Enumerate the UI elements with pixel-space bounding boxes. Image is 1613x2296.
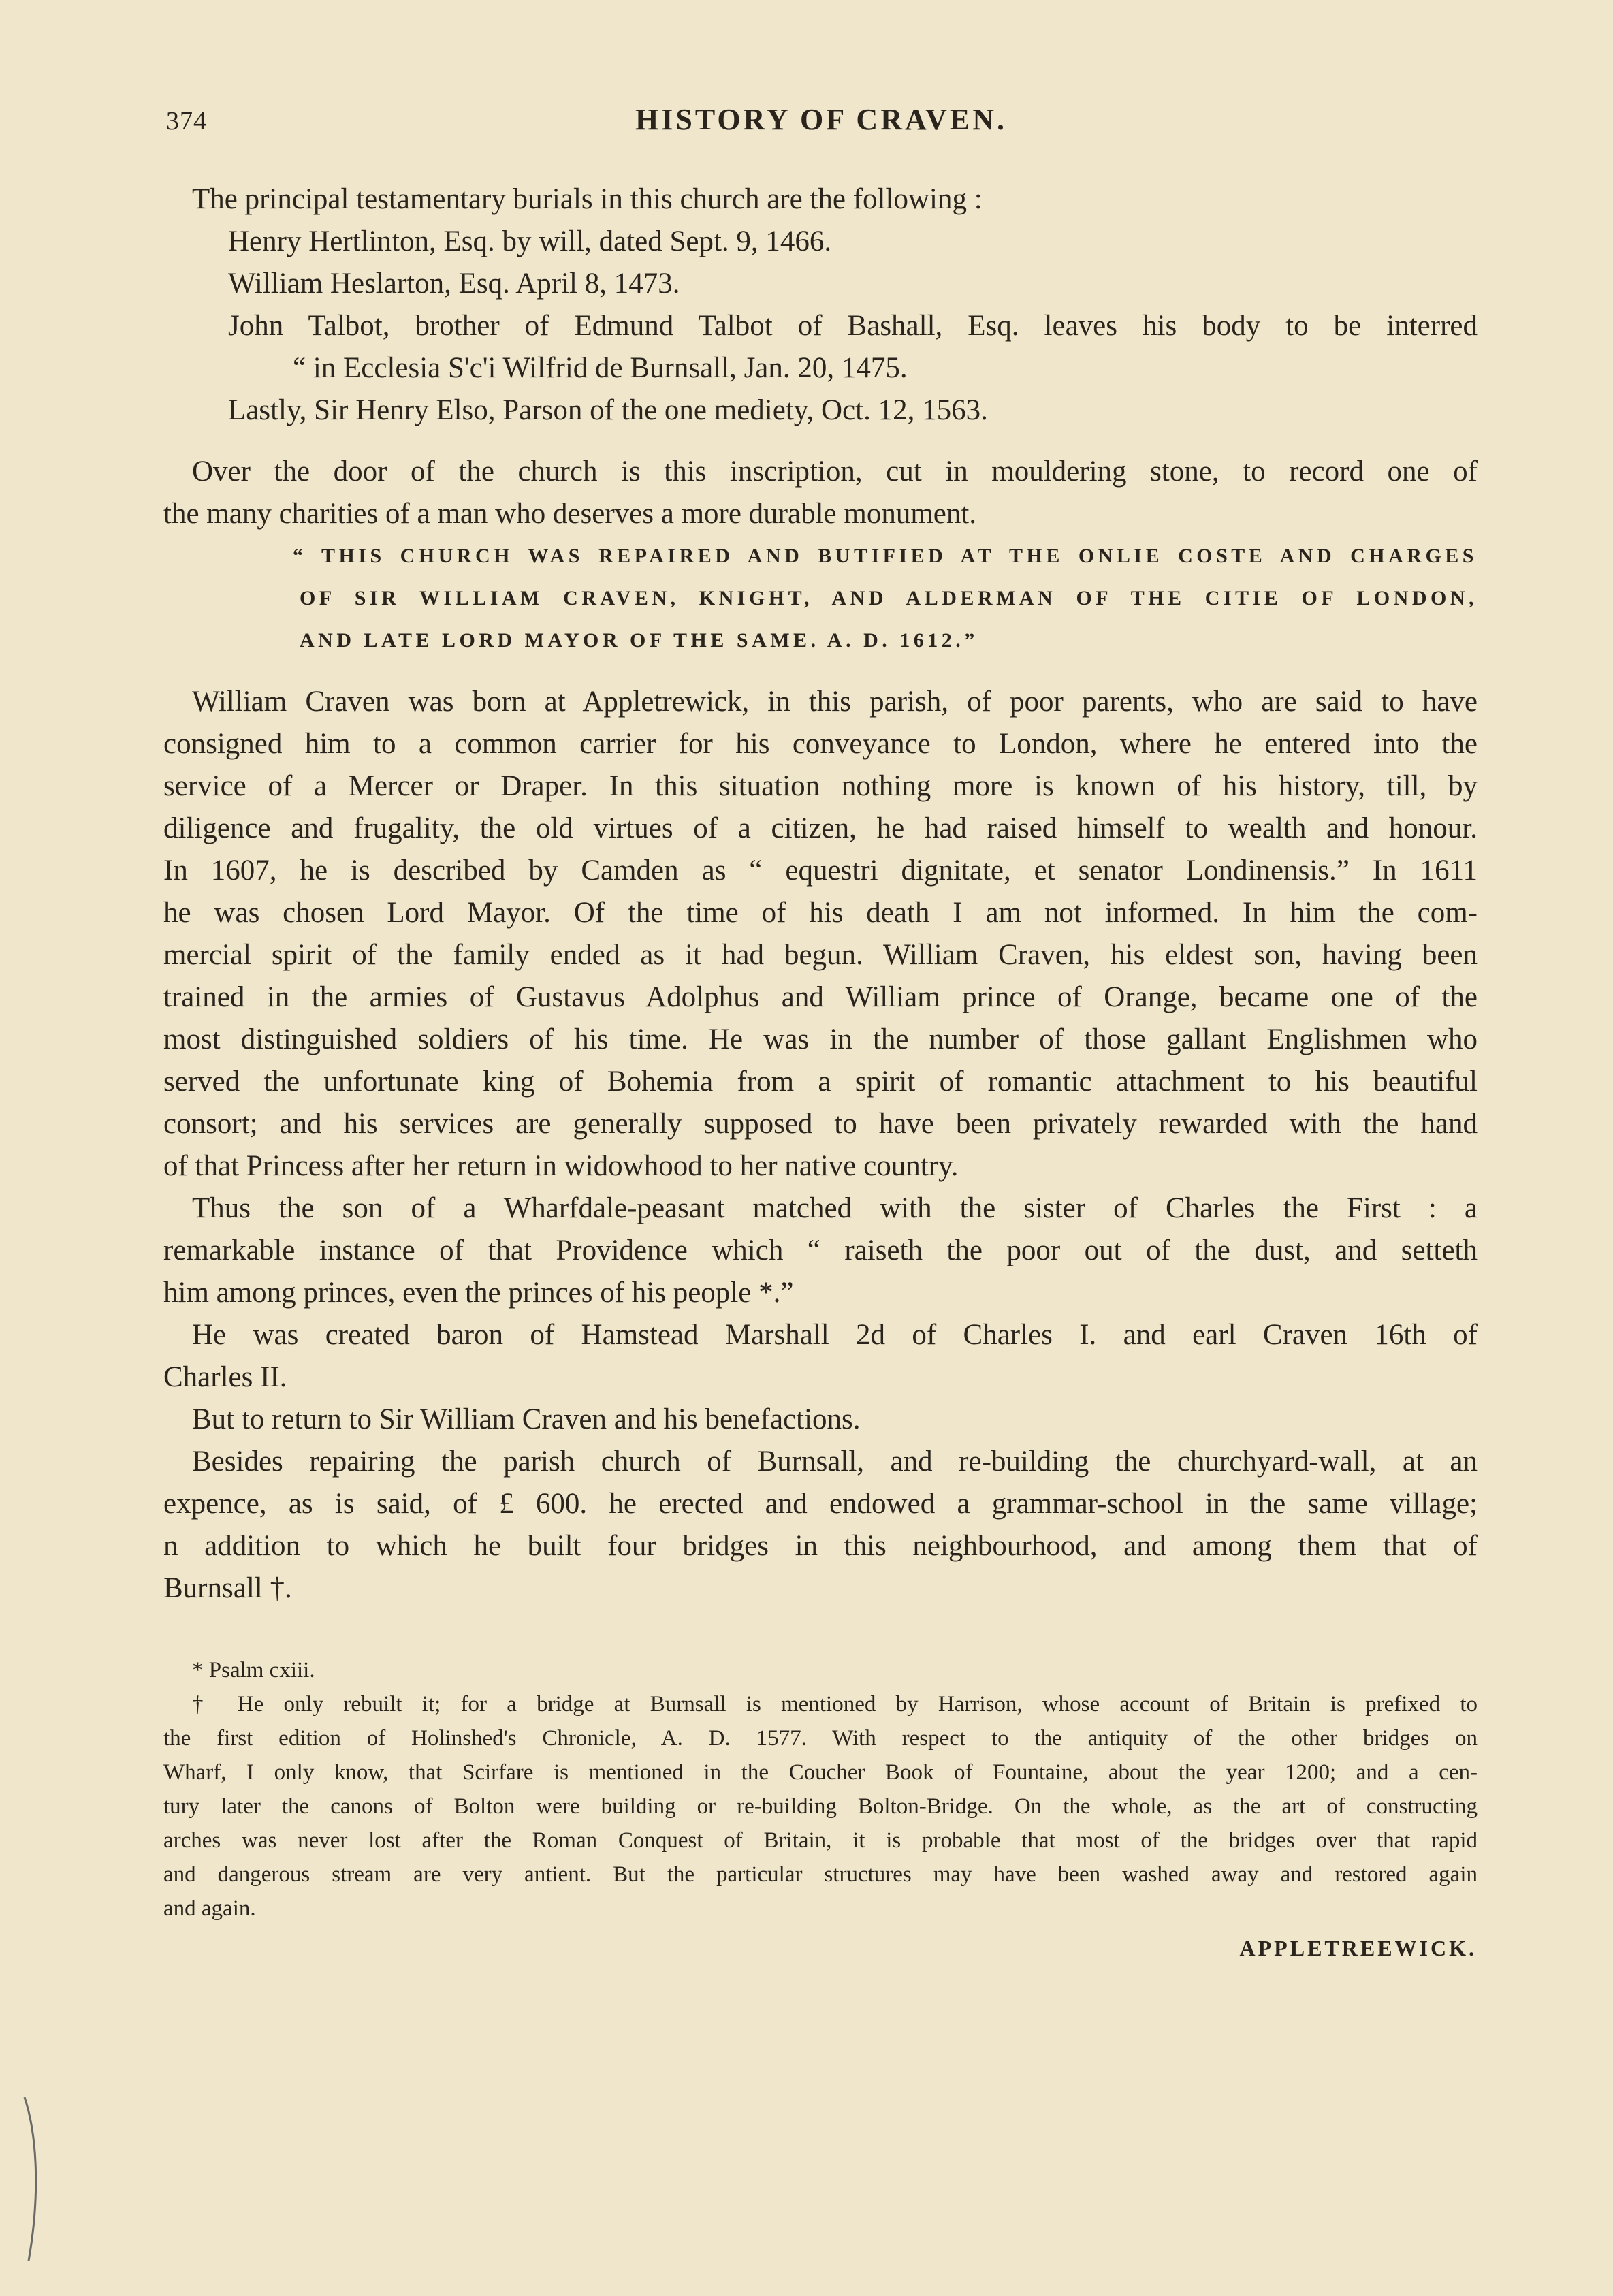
besides-paragraph-line: expence, as is said, of £ 600. he erected and endowed a grammar-school in the same village;	[163, 1488, 1478, 1520]
footnote-bridge-line: Wharf, I only know, that Scirfare is mentioned in the Coucher Book of Fountaine, about the year 1200; and a cen-	[163, 1760, 1478, 1785]
craven-paragraph-line: he was chosen Lord Mayor. Of the time of his death I am not informed. In him the com-	[163, 897, 1478, 929]
craven-paragraph-line: served the unfortunate king of Bohemia from a spirit of romantic attachment to his beautiful	[163, 1066, 1478, 1098]
footnote-psalm: * Psalm cxiii.	[192, 1658, 315, 1683]
burial-entry-continued: “ in Ecclesia S'c'i Wilfrid de Burnsall, Jan. 20, 1475.	[293, 352, 908, 384]
footnote-bridge-line: the first edition of Holinshed's Chronicle, A. D. 1577. With respect to the antiquity of the other bridges on	[163, 1726, 1478, 1751]
thus-paragraph-line: him among princes, even the princes of his people *.”	[163, 1277, 794, 1309]
craven-paragraph-line: trained in the armies of Gustavus Adolphus and William prince of Orange, became one of the	[163, 981, 1478, 1013]
craven-paragraph-line: consort; and his services are generally supposed to have been privately rewarded with the hand	[163, 1108, 1478, 1140]
besides-paragraph-line: n addition to which he built four bridges in this neighbourhood, and among them that of	[163, 1530, 1478, 1562]
craven-paragraph-line: service of a Mercer or Draper. In this situation nothing more is known of his history, till, by	[163, 770, 1478, 802]
running-title: HISTORY OF CRAVEN.	[635, 103, 1007, 136]
inscription-line: “ THIS CHURCH WAS REPAIRED AND BUTIFIED AT THE ONLIE COSTE AND CHARGES	[293, 545, 1478, 567]
craven-paragraph-line: consigned him to a common carrier for his conveyance to London, where he entered into the	[163, 728, 1478, 760]
footnote-bridge-line: and again.	[163, 1896, 256, 1921]
burial-entry: William Heslarton, Esq. April 8, 1473.	[228, 268, 680, 300]
footnotes	[163, 1653, 1478, 1926]
page-header	[161, 102, 1482, 150]
burials-intro: The principal testamentary burials in this church are the following :	[192, 183, 983, 215]
burial-entry: Henry Hertlinton, Esq. by will, dated Sept. 9, 1466.	[228, 225, 832, 257]
footnote-bridge-line: arches was never lost after the Roman Conquest of Britain, it is probable that most of the bridges over that rapid	[163, 1828, 1478, 1853]
burial-entry: John Talbot, brother of Edmund Talbot of Bashall, Esq. leaves his body to be interred	[228, 310, 1478, 342]
inscription-block	[163, 535, 1478, 662]
burial-entry: Lastly, Sir Henry Elso, Parson of the one mediety, Oct. 12, 1563.	[228, 394, 988, 426]
craven-paragraph-line: diligence and frugality, the old virtues of a citizen, he had raised himself to wealth and honour.	[163, 812, 1478, 844]
page-number: 374	[166, 107, 207, 135]
footnote-bridge-line: † He only rebuilt it; for a bridge at Burnsall is mentioned by Harrison, whose account of Britain is prefixed to	[192, 1692, 1478, 1717]
besides-paragraph-line: Burnsall †.	[163, 1572, 292, 1604]
return-paragraph: But to return to Sir William Craven and his benefactions.	[192, 1403, 861, 1435]
catchword: APPLETREEWICK.	[1239, 1936, 1477, 1960]
page-edge-mark	[19, 2097, 46, 2261]
inscription-line: OF SIR WILLIAM CRAVEN, KNIGHT, AND ALDERMAN OF THE CITIE OF LONDON,	[300, 587, 1478, 609]
craven-paragraph-line: mercial spirit of the family ended as it had begun. William Craven, his eldest son, having been	[163, 939, 1478, 971]
footnote-bridge-line: and dangerous stream are very antient. But the particular structures may have been washed away and restored again	[163, 1862, 1478, 1887]
besides-paragraph-line: Besides repairing the parish church of Burnsall, and re-building the churchyard-wall, at an	[192, 1446, 1478, 1478]
main-text	[163, 178, 1478, 1610]
craven-paragraph-line: William Craven was born at Appletrewick, in this parish, of poor parents, who are said to have	[192, 686, 1478, 718]
craven-paragraph-line: of that Princess after her return in widowhood to her native country.	[163, 1150, 959, 1182]
thus-paragraph-line: remarkable instance of that Providence which “ raiseth the poor out of the dust, and setteth	[163, 1234, 1478, 1266]
footnote-bridge-line: tury later the canons of Bolton were building or re-building Bolton-Bridge. On the whole, as the art of constructing	[163, 1794, 1478, 1819]
baron-paragraph-line: Charles II.	[163, 1361, 287, 1393]
baron-paragraph-line: He was created baron of Hamstead Marshall 2d of Charles I. and earl Craven 16th of	[192, 1319, 1478, 1351]
craven-paragraph-line: most distinguished soldiers of his time. He was in the number of those gallant Englishmen who	[163, 1023, 1478, 1055]
craven-paragraph-line: In 1607, he is described by Camden as “ equestri dignitate, et senator Londinensis.” In 1611	[163, 855, 1478, 887]
door-paragraph-line: Over the door of the church is this inscription, cut in mouldering stone, to record one of	[192, 456, 1478, 488]
thus-paragraph-line: Thus the son of a Wharfdale-peasant matched with the sister of Charles the First : a	[192, 1192, 1478, 1224]
door-paragraph-line: the many charities of a man who deserves a more durable monument.	[163, 498, 977, 530]
inscription-line: AND LATE LORD MAYOR OF THE SAME. A. D. 1612.”	[300, 629, 978, 652]
